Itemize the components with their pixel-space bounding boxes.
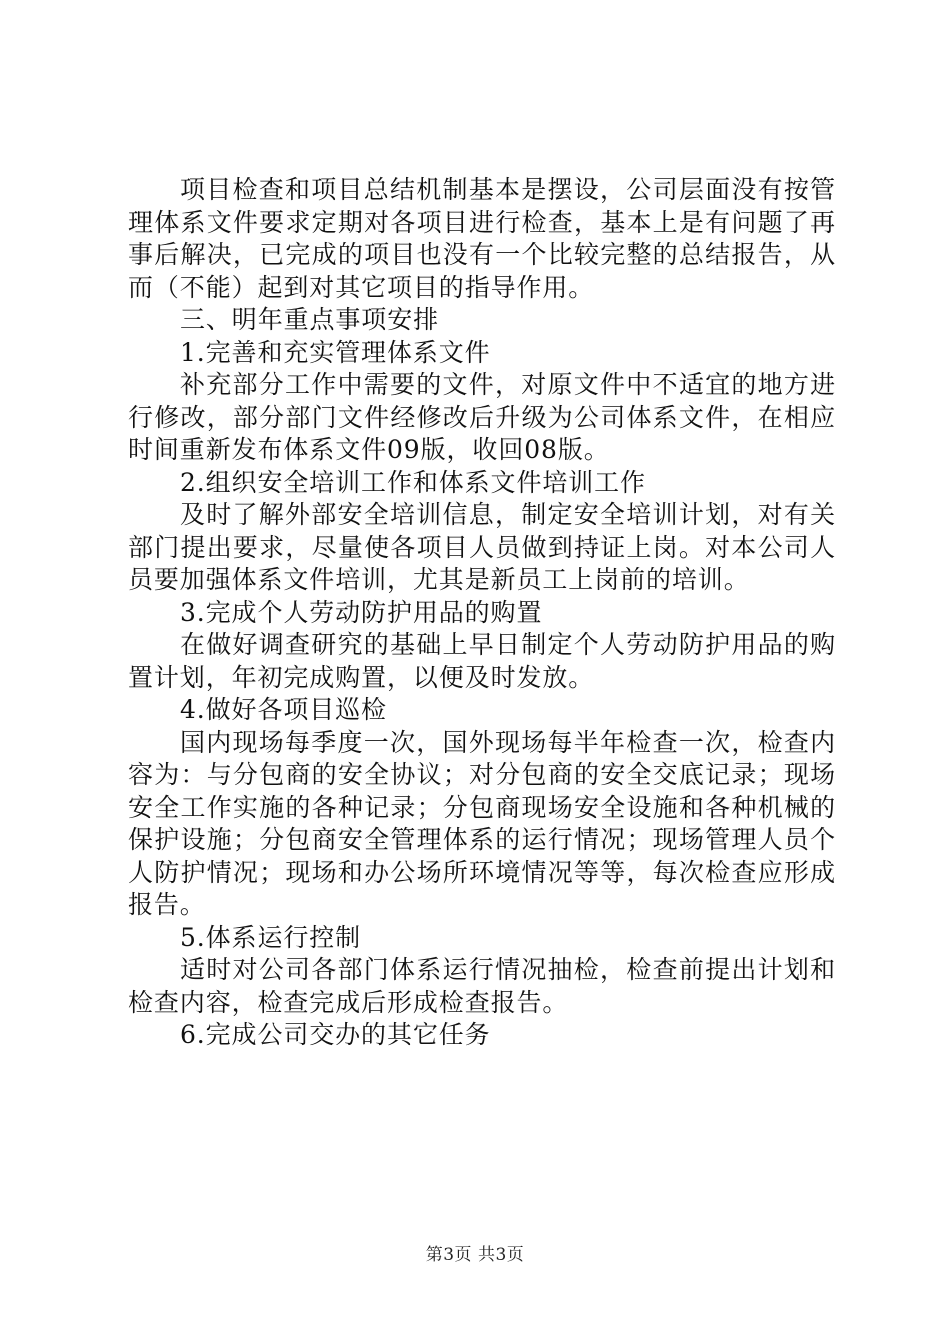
item-heading-6: 6.完成公司交办的其它任务 — [180, 1020, 491, 1049]
item-heading-2: 2.组织安全培训工作和体系文件培训工作 — [180, 467, 646, 497]
document-body — [128, 174, 836, 1052]
paragraph-item-1: 补充部分工作中需要的文件，对原文件中不适宜的地方进行修改，部分部门文件经修改后升级为公司体系文件，在相应时间重新发布体系文件09版，收回08版。 — [128, 370, 836, 464]
paragraph-project-review: 项目检查和项目总结机制基本是摆设，公司层面没有按管理体系文件要求定期对各项目进行检查，基本上是有问题了再事后解决，已完成的项目也没有一个比较完整的总结报告，从而（不能）起到对其它项目的指导作用。 — [128, 175, 836, 302]
paragraph-item-2: 及时了解外部安全培训信息，制定安全培训计划，对有关部门提出要求，尽量使各项目人员做到持证上岗。对本公司人员要加强体系文件培训，尤其是新员工上岗前的培训。 — [128, 500, 836, 594]
item-heading-1: 1.完善和充实管理体系文件 — [180, 337, 491, 367]
paragraph-item-4: 国内现场每季度一次，国外现场每半年检查一次，检查内容为：与分包商的安全协议；对分包商的安全交底记录；现场安全工作实施的各种记录；分包商现场安全设施和各种机械的保护设施；分包商安全管理体系的运行情况；现场管理人员个人防护情况；现场和办公场所环境情况等等，每次检查应形成报告。 — [128, 727, 836, 919]
section-heading-next-year: 三、明年重点事项安排 — [180, 305, 440, 334]
item-heading-5: 5.体系运行控制 — [180, 922, 362, 952]
page-number-footer: 第3页 共3页 — [425, 1245, 525, 1265]
paragraph-item-3: 在做好调查研究的基础上早日制定个人劳动防护用品的购置计划，年初完成购置，以便及时发放。 — [128, 630, 836, 692]
paragraph-item-5: 适时对公司各部门体系运行情况抽检，检查前提出计划和检查内容，检查完成后形成检查报告。 — [128, 955, 836, 1017]
item-heading-3: 3.完成个人劳动防护用品的购置 — [180, 597, 543, 627]
item-heading-4: 4.做好各项目巡检 — [180, 695, 387, 724]
